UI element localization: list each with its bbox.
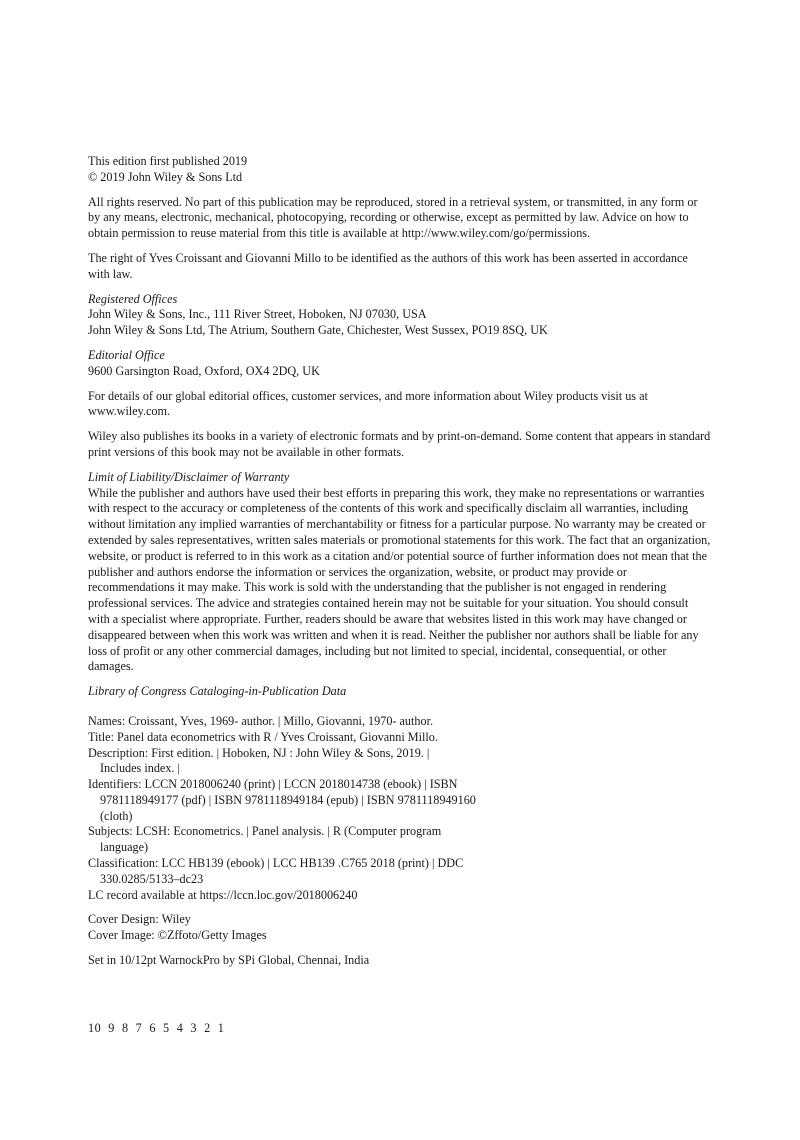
registered-offices-heading: Registered Offices (88, 291, 178, 306)
cip-names: Names: Croissant, Yves, 1969- author. | Millo, Giovanni, 1970- author. (88, 713, 434, 728)
cip-identifiers-cont-2: (cloth) (100, 808, 133, 823)
cip-title: Title: Panel data econometrics with R / Yves Croissant, Giovanni Millo. (88, 729, 438, 744)
cip-identifiers-cont: 9781118949177 (pdf) | ISBN 9781118949184 (epub) | ISBN 9781118949160 (100, 792, 476, 807)
cip-data (88, 714, 712, 904)
cip-classification: Classification: LCC HB139 (ebook) | LCC HB139 .C765 2018 (print) | DDC (88, 856, 464, 871)
formats-paragraph: Wiley also publishes its books in a variety of electronic formats and by print-on-demand. Some content that appears in standard print versions of this book may not be available in other formats. (88, 429, 711, 459)
cip-classification-cont: 330.0285/5133–dc23 (100, 871, 204, 886)
cip-description: Description: First edition. | Hoboken, NJ : John Wiley & Sons, 2019. | (88, 745, 430, 760)
cip-subjects-cont: language) (100, 840, 149, 855)
cip-heading: Library of Congress Cataloging-in-Publication Data (88, 684, 347, 699)
global-offices-paragraph: For details of our global editorial offices, customer services, and more information about Wiley products visit us at www.wiley.com. (88, 388, 648, 419)
liability-heading: Limit of Liability/Disclaimer of Warranty (88, 469, 290, 484)
rights-paragraph: All rights reserved. No part of this publication may be reproduced, stored in a retrieval system, or transmitted, in any form or by any means, electronic, mechanical, photocopying, recording or otherwise, except as permitted by law. Advice on how to obtain permission to reuse material from this title is available at http://www.wiley.com/go/permissions. (88, 194, 698, 241)
cover-image: Cover Image: ©Zffoto/Getty Images (88, 928, 267, 943)
registered-office-uk: John Wiley & Sons Ltd, The Atrium, Southern Gate, Chichester, West Sussex, PO19 8SQ, UK (88, 323, 548, 338)
editorial-office-address: 9600 Garsington Road, Oxford, OX4 2DQ, UK (88, 363, 320, 378)
edition-line: This edition first published 2019 (88, 154, 248, 168)
editorial-office (88, 348, 712, 380)
cip-lc-record: LC record available at https://lccn.loc.gov/2018006240 (88, 887, 358, 902)
copyright-line: © 2019 John Wiley & Sons Ltd (88, 169, 243, 184)
typeset-line: Set in 10/12pt WarnockPro by SPi Global, Chennai, India (88, 953, 370, 968)
editorial-office-heading: Editorial Office (88, 347, 165, 362)
print-line: 10 9 8 7 6 5 4 3 2 1 (88, 1021, 225, 1035)
typeset-note (88, 953, 712, 969)
liability-text: While the publisher and authors have used their best efforts in preparing this work, they make no representations or warranties with respect to the accuracy or completeness of the contents of this work and specifically disclaim all warranties, including without limitation any implied warranties of merchantability or fitness for a particular purpose. No warranty may be created or extended by sales representatives, written sales materials or promotional statements for this work. The fact that an organization, website, or product is referred to in this work as a citation and/or potential source of further information does not mean that the publisher and authors endorse the information or services the organization, website, or product may provide or recommendations it may make. This work is sold with the understanding that the publisher is not engaged in rendering professional services. The advice and strategies contained herein may not be suitable for your situation. You should consult with a specialist where appropriate. Further, readers should be aware that websites listed in this work may have changed or disappeared between when this work was written and when it is read. Neither the publisher nor authors shall be liable for any loss of profit or any other commercial damages, including but not limited to special, incidental, consequential, or other damages. (88, 485, 711, 674)
cover-credits (88, 912, 712, 944)
liability-disclaimer (88, 470, 712, 675)
cip-heading-block (88, 684, 712, 700)
cip-description-cont: Includes index. | (100, 761, 180, 776)
registered-office-us: John Wiley & Sons, Inc., 111 River Street, Hoboken, NJ 07030, USA (88, 307, 427, 322)
copyright-page (88, 154, 712, 978)
cover-design: Cover Design: Wiley (88, 912, 191, 927)
cip-subjects: Subjects: LCSH: Econometrics. | Panel analysis. | R (Computer program (88, 824, 442, 839)
cip-identifiers: Identifiers: LCCN 2018006240 (print) | LCCN 2018014738 (ebook) | ISBN (88, 777, 458, 792)
registered-offices (88, 292, 712, 339)
authors-right-paragraph: The right of Yves Croissant and Giovanni Millo to be identified as the authors of this work has been asserted in accordance with law. (88, 250, 688, 281)
edition-block (88, 154, 712, 186)
